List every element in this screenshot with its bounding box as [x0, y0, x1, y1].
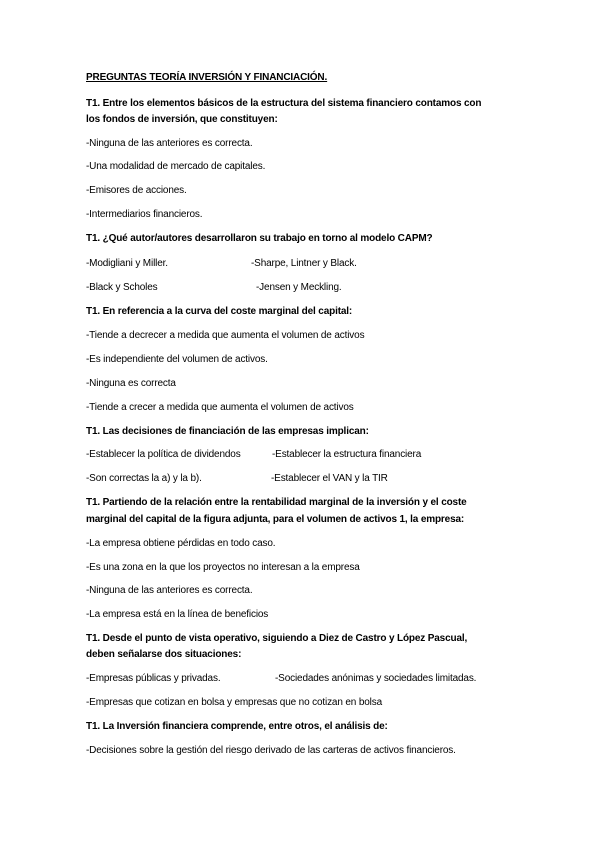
question-6-option: -Empresas que cotizan en bolsa y empresas que no cotizan en bolsa: [86, 697, 382, 708]
question-4-option: -Establecer el VAN y la TIR: [271, 473, 388, 484]
question-6-line-2: deben señalarse dos situaciones:: [86, 649, 242, 660]
question-2-option: -Jensen y Meckling.: [256, 282, 342, 293]
question-3-option: -Tiende a crecer a medida que aumenta el volumen de activos: [86, 402, 354, 413]
question-5-line-1: T1. Partiendo de la relación entre la rentabilidad marginal de la inversión y el coste: [86, 497, 467, 508]
question-4-option: -Establecer la política de dividendos: [86, 449, 241, 460]
question-1-line-1: T1. Entre los elementos básicos de la estructura del sistema financiero contamos con: [86, 98, 482, 109]
question-4-line-1: T1. Las decisiones de financiación de las empresas implican:: [86, 426, 369, 437]
question-5-line-2: marginal del capital de la figura adjunta, para el volumen de activos 1, la empresa:: [86, 514, 465, 525]
question-2-option: -Black y Scholes: [86, 282, 158, 293]
question-2-option: -Modigliani y Miller.: [86, 258, 168, 269]
question-2-line-1: T1. ¿Qué autor/autores desarrollaron su trabajo en torno al modelo CAPM?: [86, 233, 433, 244]
question-4-option: -Son correctas la a) y la b).: [86, 473, 202, 484]
question-6-option: -Empresas públicas y privadas.: [86, 673, 221, 684]
question-6-line-1: T1. Desde el punto de vista operativo, siguiendo a Diez de Castro y López Pascual,: [86, 633, 468, 644]
question-3-option: -Ninguna es correcta: [86, 378, 176, 389]
question-3-option: -Tiende a decrecer a medida que aumenta el volumen de activos: [86, 330, 365, 341]
question-7-option: -Decisiones sobre la gestión del riesgo derivado de las carteras de activos financieros.: [86, 745, 456, 756]
question-4-option: -Establecer la estructura financiera: [272, 449, 422, 460]
question-5-option: -La empresa obtiene pérdidas en todo caso.: [86, 538, 276, 549]
question-5-option: -Es una zona en la que los proyectos no interesan a la empresa: [86, 562, 360, 573]
question-1-option: -Intermediarios financieros.: [86, 209, 203, 220]
question-6-option: -Sociedades anónimas y sociedades limitadas.: [275, 673, 477, 684]
question-2-option: -Sharpe, Lintner y Black.: [251, 258, 357, 269]
question-1-option: -Una modalidad de mercado de capitales.: [86, 161, 266, 172]
question-3-option: -Es independiente del volumen de activos.: [86, 354, 268, 365]
document-title: PREGUNTAS TEORÍA INVERSIÓN Y FINANCIACIÓN.: [86, 72, 328, 83]
question-3-line-1: T1. En referencia a la curva del coste marginal del capital:: [86, 306, 353, 317]
question-5-option: -Ninguna de las anteriores es correcta.: [86, 585, 253, 596]
question-1-option: -Emisores de acciones.: [86, 185, 187, 196]
question-1-option: -Ninguna de las anteriores es correcta.: [86, 138, 253, 149]
question-1-line-2: los fondos de inversión, que constituyen:: [86, 114, 278, 125]
question-7-line-1: T1. La Inversión financiera comprende, entre otros, el análisis de:: [86, 721, 388, 732]
question-5-option: -La empresa está en la línea de beneficios: [86, 609, 269, 620]
